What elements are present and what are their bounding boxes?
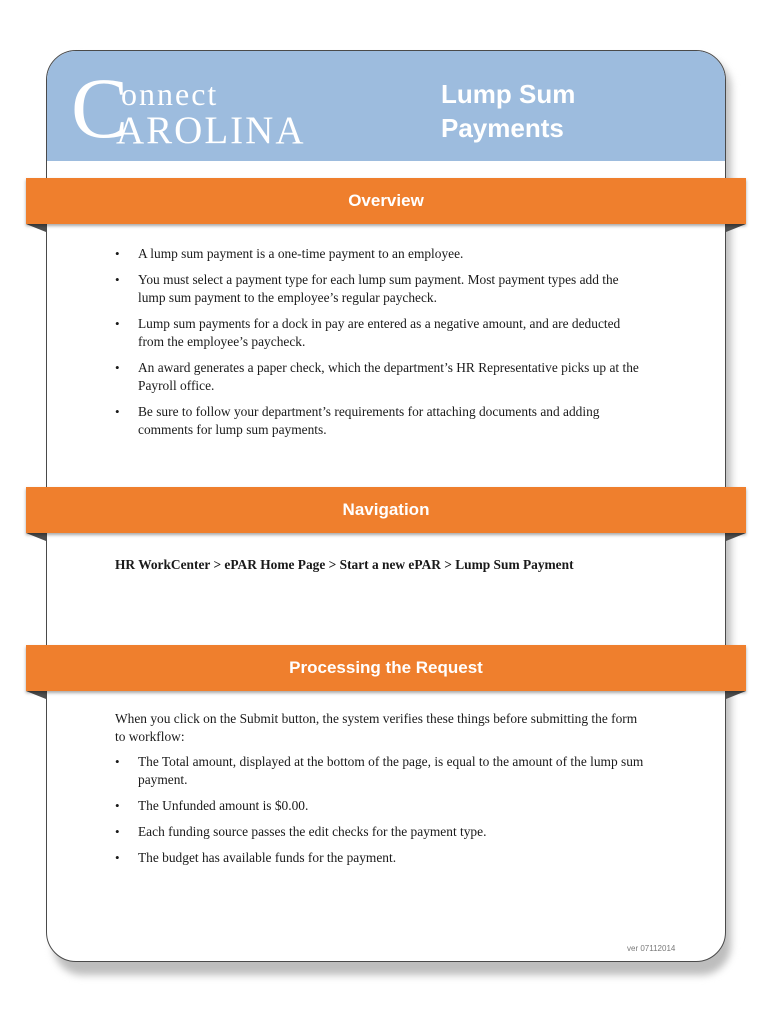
- list-item: • The Total amount, displayed at the bottom of the page, is equal to the amount of the lump sum payment.: [115, 753, 645, 789]
- section-heading-navigation: Navigation: [26, 487, 746, 533]
- logo-bottom-text: AROLINA: [116, 109, 306, 152]
- title-line-2: Payments: [441, 113, 564, 143]
- list-item: • The Unfunded amount is $0.00.: [115, 797, 645, 815]
- logo-letter: C: [71, 60, 129, 156]
- navigation-content: [115, 556, 645, 574]
- list-item: • A lump sum payment is a one-time payment to an employee.: [115, 245, 645, 263]
- band-fold-right: [726, 224, 746, 232]
- list-item: • The budget has available funds for the payment.: [115, 849, 645, 867]
- band-fold-right: [726, 533, 746, 541]
- list-item: • Lump sum payments for a dock in pay are entered as a negative amount, and are deducted from the employee’s paycheck.: [115, 315, 645, 351]
- logo-top-text: onnect: [121, 76, 219, 112]
- processing-list: [115, 753, 645, 867]
- connect-carolina-logo: [71, 60, 371, 156]
- page-title: [441, 77, 701, 145]
- list-item: • You must select a payment type for each lump sum payment. Most payment types add the lump sum payment to the employee’s regular paycheck.: [115, 271, 645, 307]
- list-item: • Each funding source passes the edit checks for the payment type.: [115, 823, 645, 841]
- overview-content: [115, 245, 645, 447]
- processing-intro: When you click on the Submit button, the system verifies these things before submitting the form to workflow:: [115, 711, 638, 744]
- overview-list: [115, 245, 645, 439]
- band-fold-right: [726, 691, 746, 699]
- band-fold-left: [26, 224, 46, 232]
- band-fold-left: [26, 691, 46, 699]
- navigation-path: HR WorkCenter > ePAR Home Page > Start a new ePAR > Lump Sum Payment: [115, 557, 574, 572]
- section-heading-overview: Overview: [26, 178, 746, 224]
- card-header: [47, 51, 725, 161]
- section-heading-processing: Processing the Request: [26, 645, 746, 691]
- list-item: • An award generates a paper check, which the department’s HR Representative picks up at the Payroll office.: [115, 359, 645, 395]
- processing-content: [115, 710, 645, 875]
- list-item: • Be sure to follow your department’s requirements for attaching documents and adding comments for lump sum payments.: [115, 403, 645, 439]
- band-fold-left: [26, 533, 46, 541]
- version-label: ver 07112014: [627, 944, 676, 953]
- title-line-1: Lump Sum: [441, 79, 576, 109]
